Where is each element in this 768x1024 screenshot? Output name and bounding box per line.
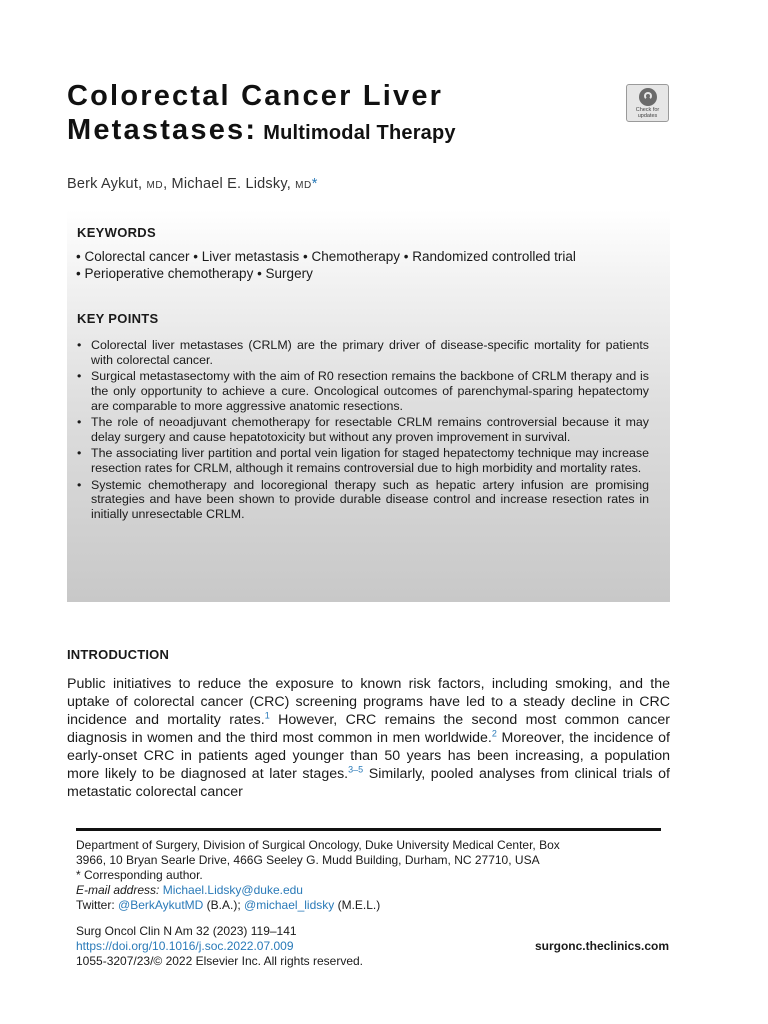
title-main: Metastases:	[67, 114, 258, 146]
author-1: Berk Aykut,	[67, 176, 143, 192]
badge-line1: Check for	[635, 107, 660, 113]
key-point-item: • Surgical metastasectomy with the aim of R0 resection remains the backbone of CRLM therapy and is the only opportunity to achieve a cure. Oncological outcomes of parenchymal-sparing hepatectomy are comparable to more aggressive anatomic resections.	[77, 369, 649, 413]
article-title	[67, 80, 607, 149]
check-for-updates-badge[interactable]	[626, 84, 669, 122]
corresponding-author-note: * Corresponding author.	[76, 868, 203, 882]
affiliation-line: Department of Surgery, Division of Surgical Oncology, Duke University Medical Center, Box	[76, 838, 560, 852]
author-list	[67, 176, 318, 192]
key-point-item: • The associating liver partition and portal vein ligation for staged hepatectomy technique may increase resection rates for CRLM, although it remains controversial due to high morbidity and mortality rates.	[77, 446, 649, 476]
author-2-degree: MD	[295, 180, 312, 191]
journal-website: surgonc.theclinics.com	[534, 939, 669, 953]
introduction-paragraph	[67, 675, 670, 801]
author-footnote	[76, 838, 661, 913]
keywords-line: • Perioperative chemotherapy • Surgery	[76, 266, 313, 281]
doi-link[interactable]: https://doi.org/10.1016/j.soc.2022.07.009	[76, 939, 294, 953]
key-point-item: • Colorectal liver metastases (CRLM) are the primary driver of disease-specific mortality for patients with colorectal cancer.	[77, 338, 649, 368]
twitter-initials: (B.A.);	[206, 898, 241, 912]
journal-citation: Surg Oncol Clin N Am 32 (2023) 119–141	[76, 924, 297, 938]
badge-line2: updates	[637, 113, 658, 119]
email-link[interactable]: Michael.Lidsky@duke.edu	[162, 883, 303, 897]
author-2: Michael E. Lidsky,	[171, 176, 291, 192]
title-line1: Colorectal Cancer Liver	[67, 80, 444, 112]
twitter-label: Twitter:	[76, 898, 115, 912]
title-line2	[67, 112, 607, 149]
intro-text: However, CRC remains the second most common cancer diagnosis in women and the third most common in men worldwide.	[67, 712, 671, 746]
reference-link[interactable]: 3–5	[348, 764, 364, 775]
twitter-handle-link[interactable]: @michael_lidsky	[244, 898, 335, 912]
intro-text: Public initiatives to reduce the exposure to known risk factors, including smoking, and the uptake of colorectal cancer (CRC) screening programs have led to a steady decline in CRC incidence and mortality rates.	[67, 676, 670, 728]
bibliographic-info	[76, 924, 363, 969]
twitter-initials: (M.E.L.)	[337, 898, 381, 912]
key-point-item: • Systemic chemotherapy and locoregional therapy such as hepatic artery infusion are promising strategies and have been shown to provide durable disease control and increase resection rates in initially unresectable CRLM.	[77, 478, 649, 522]
introduction-heading: INTRODUCTION	[67, 647, 170, 662]
check-for-updates-icon	[639, 88, 657, 106]
badge-text	[627, 107, 668, 119]
affiliation-line: 3966, 10 Bryan Searle Drive, 466G Seeley G. Mudd Building, Durham, NC 27710, USA	[76, 853, 540, 867]
keywords-line: • Colorectal cancer • Liver metastasis • Chemotherapy • Randomized controlled trial	[76, 249, 576, 264]
key-points-heading: KEY POINTS	[77, 311, 159, 326]
email-label: E-mail address:	[76, 883, 160, 897]
keywords-list	[76, 248, 576, 282]
key-points-list	[77, 338, 649, 524]
email-line	[76, 883, 661, 898]
author-1-degree: MD	[146, 180, 164, 191]
corresponding-author-mark[interactable]: *	[311, 176, 318, 192]
keywords-heading: KEYWORDS	[77, 225, 156, 240]
intro-text: Moreover, the incidence of early-onset CRC in patients aged younger than 50 years has been increasing, a population more likely to be diagnosed at later stages.	[67, 730, 670, 782]
intro-text: Similarly, pooled analyses from clinical trials of metastatic colorectal cancer	[67, 766, 671, 800]
keywords-keypoints-box	[67, 210, 670, 602]
reference-link[interactable]: 1	[264, 710, 270, 721]
key-point-item: • The role of neoadjuvant chemotherapy for resectable CRLM remains controversial because it may delay surgery and cause hepatotoxicity but without any proven improvement in survival.	[77, 415, 649, 445]
copyright-line: 1055-3207/23/© 2022 Elsevier Inc. All rights reserved.	[76, 954, 364, 968]
reference-link[interactable]: 2	[491, 728, 497, 739]
title-subtitle: Multimodal Therapy	[263, 122, 456, 144]
author-separator: ,	[163, 176, 168, 192]
twitter-handle-link[interactable]: @BerkAykutMD	[118, 898, 204, 912]
twitter-line	[76, 898, 661, 913]
footnote-divider	[76, 828, 661, 831]
